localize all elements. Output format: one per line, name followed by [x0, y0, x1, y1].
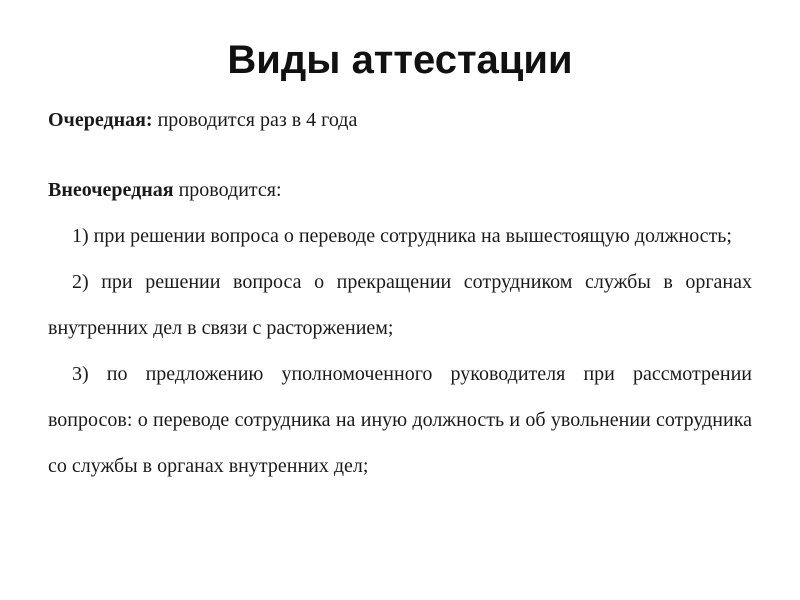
slide-content	[48, 97, 752, 489]
regular-attestation-text: проводится раз в 4 года	[152, 109, 358, 131]
paragraph-spacer	[48, 143, 752, 167]
extraordinary-attestation-line	[48, 167, 752, 213]
list-item: 1) при решении вопроса о переводе сотрудника на вышестоящую должность;	[72, 225, 732, 247]
regular-attestation-line	[48, 97, 752, 143]
extraordinary-attestation-label: Внеочередная	[48, 179, 174, 201]
regular-attestation-label: Очередная:	[48, 109, 153, 131]
list-item: 2) при решении вопроса о прекращении сотрудником службы в органах внутренних дел в связи с расторжением;	[48, 271, 752, 339]
extraordinary-attestation-text: проводится:	[173, 179, 282, 201]
list-item: 3) по предложению уполномоченного руководителя при рассмотрении вопросов: о переводе сотрудника на иную должность и об увольнении сотрудника со службы в органах внутренних дел;	[48, 363, 752, 477]
slide-title: Виды аттестации	[227, 38, 573, 82]
